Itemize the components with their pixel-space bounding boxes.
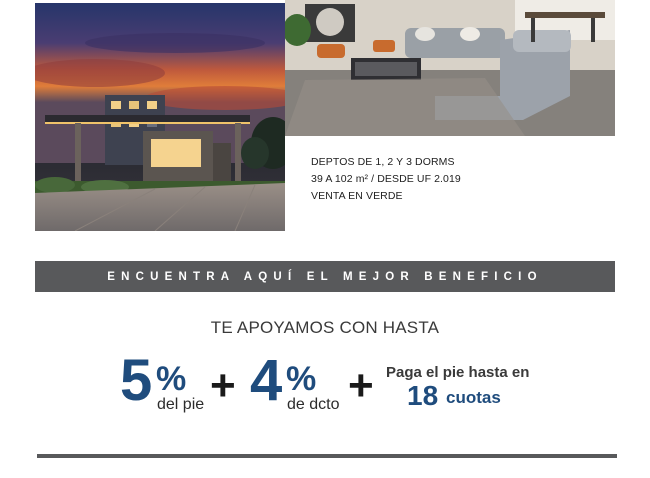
discount-label: de dcto [287, 396, 340, 413]
benefit-banner[interactable] [35, 261, 615, 292]
down-payment-percent: 5 [120, 348, 153, 413]
support-heading: TE APOYAMOS CON HASTA [210, 318, 440, 337]
plus-icon: + [210, 361, 236, 410]
discount-percent: 4 [250, 348, 283, 413]
down-payment-label: del pie [157, 396, 205, 413]
sale-status-text: VENTA EN VERDE [311, 190, 403, 202]
size-and-price-text: 39 A 102 m² / DESDE UF 2.019 [311, 173, 461, 185]
benefit-banner-text: ENCUENTRA AQUÍ EL MEJOR BENEFICIO [107, 270, 543, 283]
living-room-photo [285, 0, 615, 136]
offer-block [120, 348, 560, 416]
installments-count: 18 [407, 380, 439, 411]
unit-types-text: DEPTOS DE 1, 2 Y 3 DORMS [311, 156, 455, 168]
condominium-entrance-photo [35, 3, 285, 231]
discount-percent-sign: % [286, 360, 317, 398]
living-room-illustration [285, 0, 615, 136]
footer-divider [37, 454, 617, 458]
installments-intro: Paga el pie hasta en [386, 364, 530, 381]
condominium-entrance-illustration [35, 3, 285, 231]
project-info [311, 154, 461, 205]
installments-unit: cuotas [446, 388, 501, 407]
down-payment-percent-sign: % [156, 360, 187, 398]
plus-icon-2: + [348, 361, 374, 410]
